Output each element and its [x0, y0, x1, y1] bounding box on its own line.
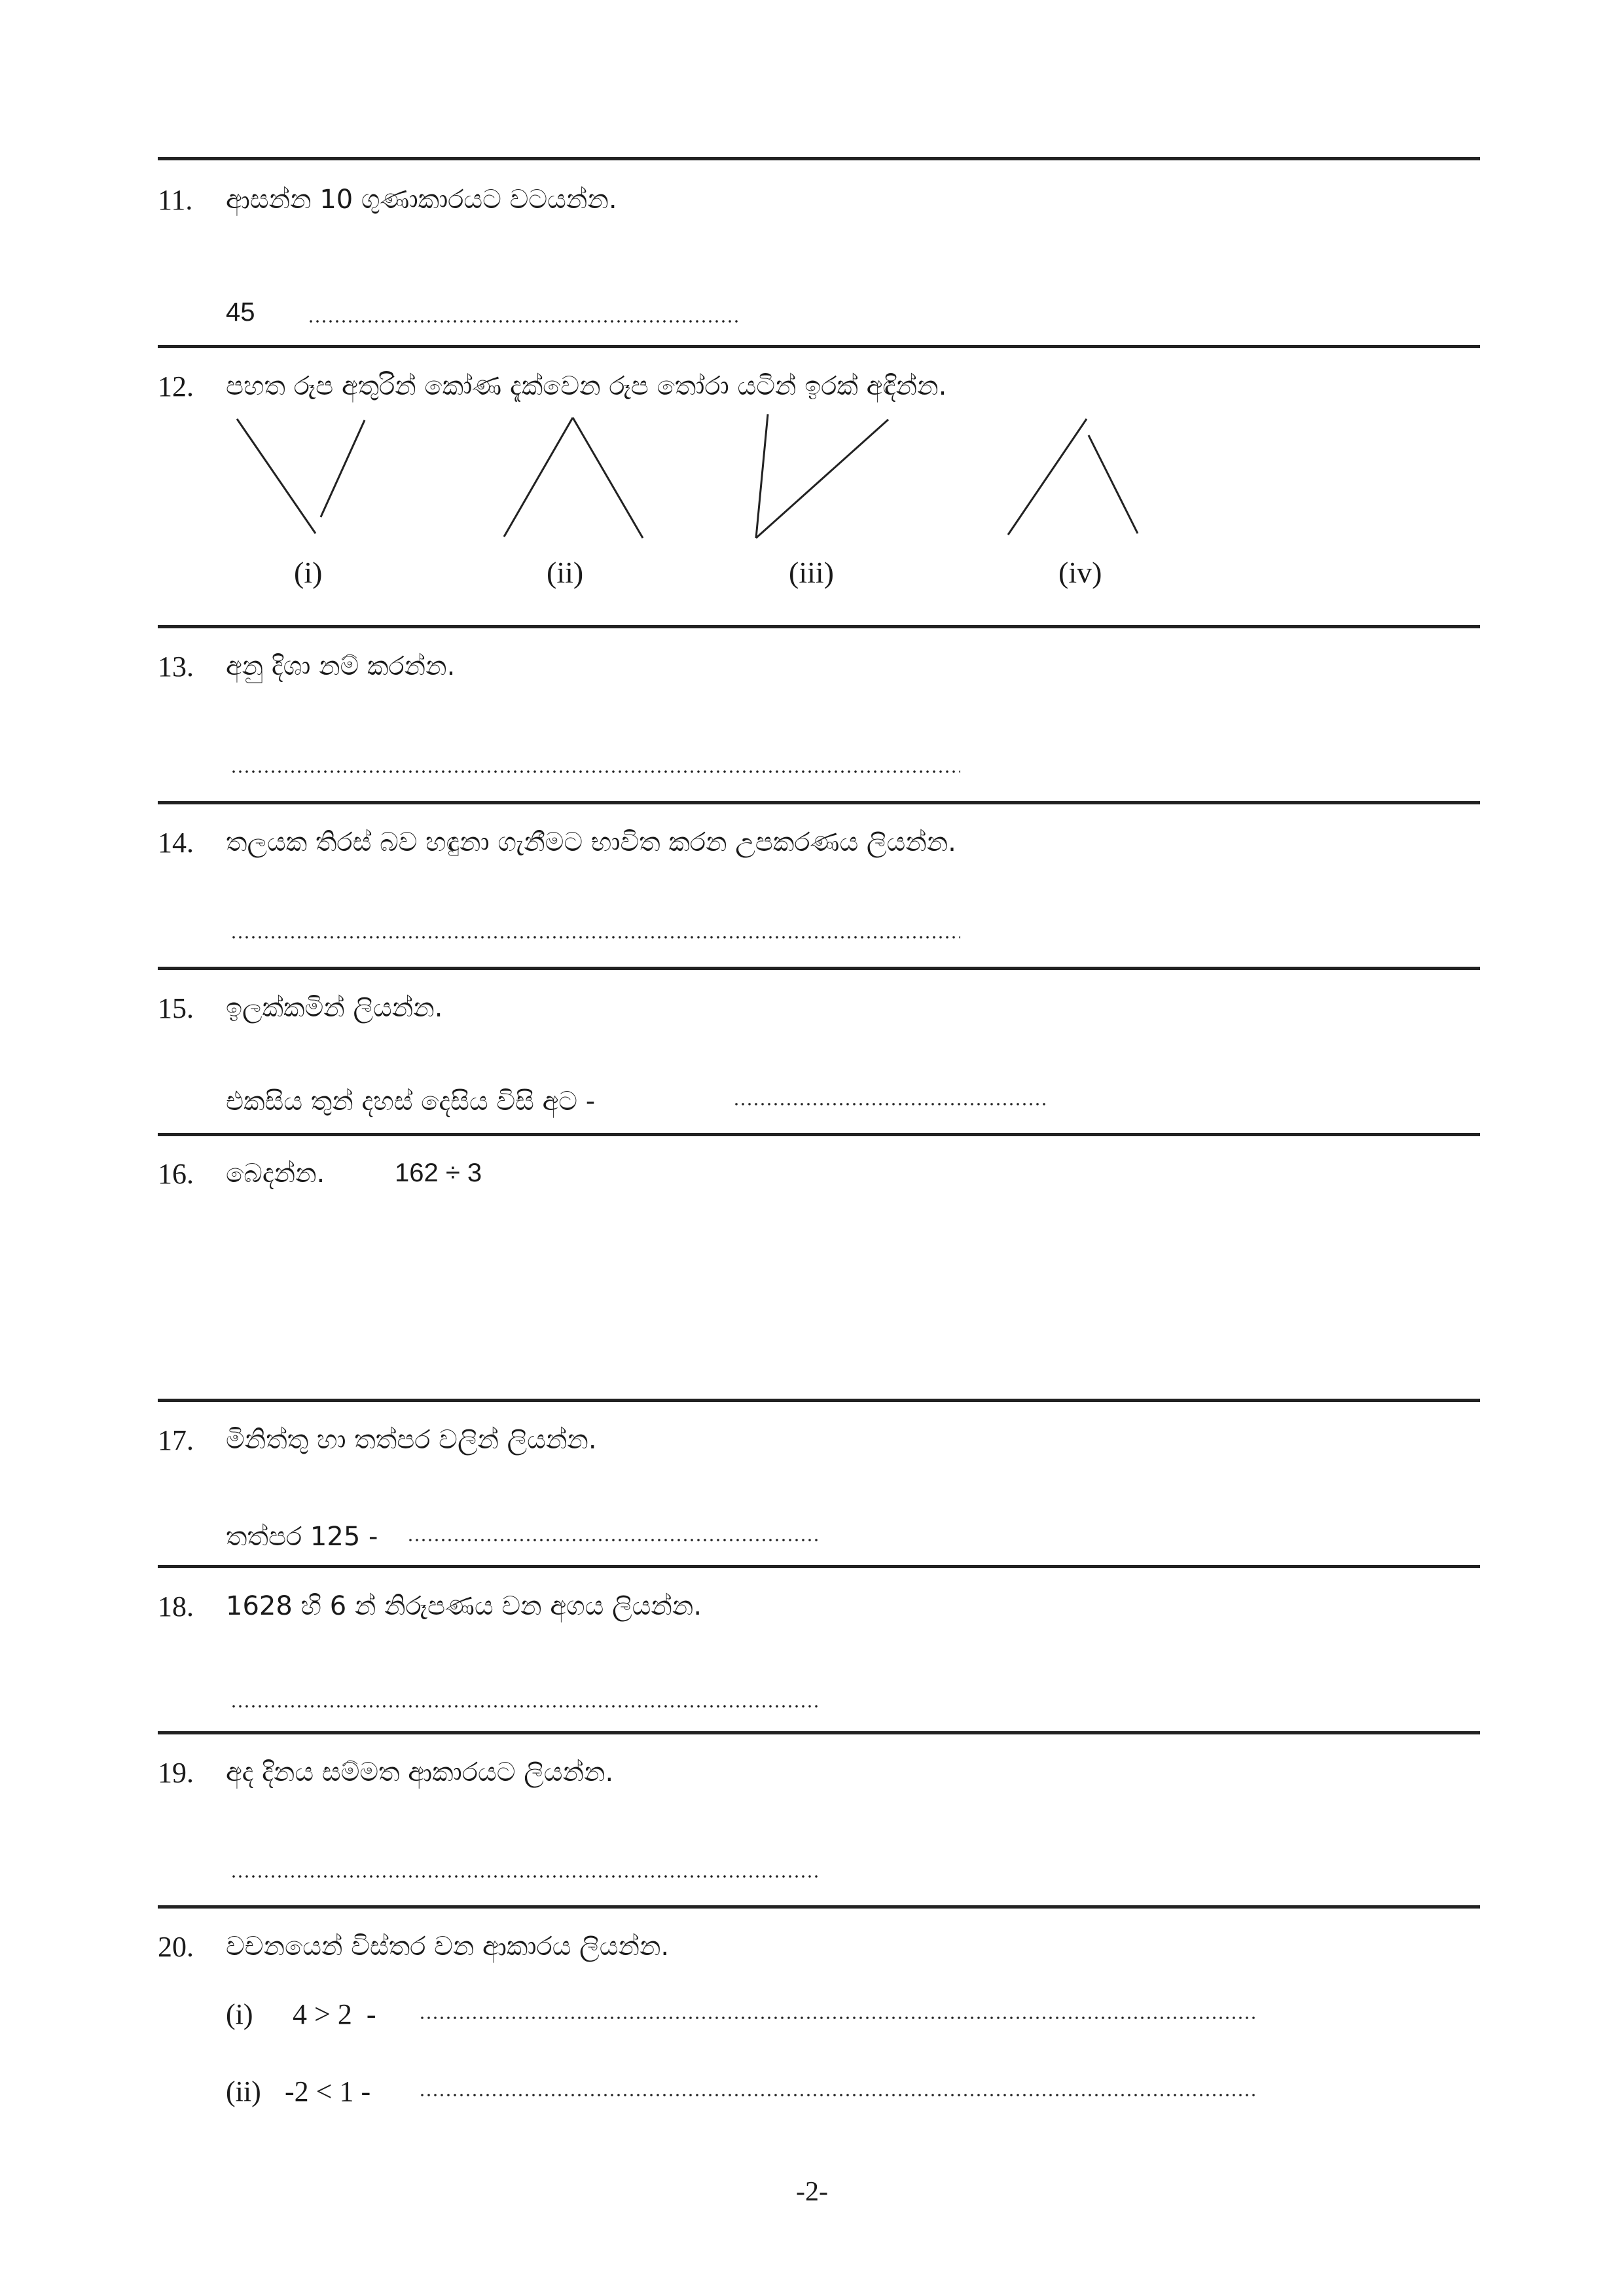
question-prompt: 45: [226, 298, 255, 327]
question-number: 14.: [158, 827, 194, 859]
figure-i-line-right: [321, 420, 365, 517]
question-number: 18.: [158, 1590, 194, 1623]
answer-blank[interactable]: [230, 935, 960, 939]
figure-iii-line-diagonal: [756, 420, 888, 538]
question-number: 17.: [158, 1424, 194, 1456]
page-number: -2-: [796, 2177, 828, 2207]
part-expression: -2 < 1 -: [285, 2075, 371, 2108]
figure-label[interactable]: (i): [294, 556, 323, 589]
part-expression: 4 > 2 -: [293, 1998, 376, 2030]
answer-blank[interactable]: [419, 2093, 1257, 2097]
question-text: මිනිත්තු හා තත්පර වලින් ලියන්න.: [226, 1425, 597, 1455]
question-number: 16.: [158, 1158, 194, 1190]
question-number: 11.: [158, 184, 193, 216]
figure-iii-line-vertical: [756, 414, 768, 538]
working-space[interactable]: [226, 1204, 1470, 1388]
question-text: වචනයෙන් විස්තර වන ආකාරය ලියන්න.: [226, 1931, 670, 1962]
answer-blank[interactable]: [419, 2016, 1257, 2020]
question-number: 19.: [158, 1757, 194, 1789]
figure-iv-line-left: [1008, 419, 1087, 535]
question-number: 20.: [158, 1931, 194, 1963]
figure-iv-line-right: [1089, 435, 1138, 533]
question-prompt: එකසිය තුන් දහස් දෙසිය විසි අට -: [226, 1086, 596, 1117]
question-number: 13.: [158, 651, 194, 683]
answer-blank[interactable]: [407, 1538, 820, 1542]
part-label: (i): [226, 1998, 253, 2030]
figure-label[interactable]: (ii): [547, 556, 584, 589]
figure-label[interactable]: (iii): [789, 556, 834, 589]
question-text: 1628 හි 6 න් නිරූපණය වන අගය ලියන්න.: [226, 1591, 702, 1621]
answer-blank[interactable]: [230, 770, 960, 774]
question-number: 15.: [158, 992, 194, 1024]
question-text: ඉලක්කමින් ලියන්න.: [226, 993, 443, 1023]
figure-label[interactable]: (iv): [1058, 556, 1102, 589]
figure-ii-line-right: [573, 418, 643, 538]
answer-blank[interactable]: [733, 1102, 1047, 1106]
question-text: අද දිනය සම්මත ආකාරයට ලියන්න.: [226, 1757, 614, 1787]
answer-blank[interactable]: [230, 1874, 820, 1878]
question-text: තලයක තිරස් බව හඳුනා ගැනීමට භාවිත කරන උපකරණය ලියන්න.: [226, 827, 956, 857]
question-number: 12.: [158, 370, 194, 403]
question-prompt: තත්පර 125 -: [226, 1522, 378, 1552]
question-text: අනු දිශා නම් කරන්න.: [226, 651, 456, 681]
question-text: පහත රූප අතුරින් කෝණ දැක්වෙන රූප තෝරා යටින් ඉරක් අඳින්න.: [226, 371, 947, 401]
division-expression: 162 ÷ 3: [395, 1158, 482, 1187]
figure-i-line-left: [237, 419, 316, 533]
question-text: බෙදන්න.: [226, 1158, 325, 1189]
answer-blank[interactable]: [230, 1704, 820, 1708]
question-text: ආසන්න 10 ගුණාකාරයට වටයන්න.: [226, 185, 617, 215]
figure-ii-line-left: [504, 418, 573, 537]
part-label: (ii): [226, 2075, 261, 2108]
